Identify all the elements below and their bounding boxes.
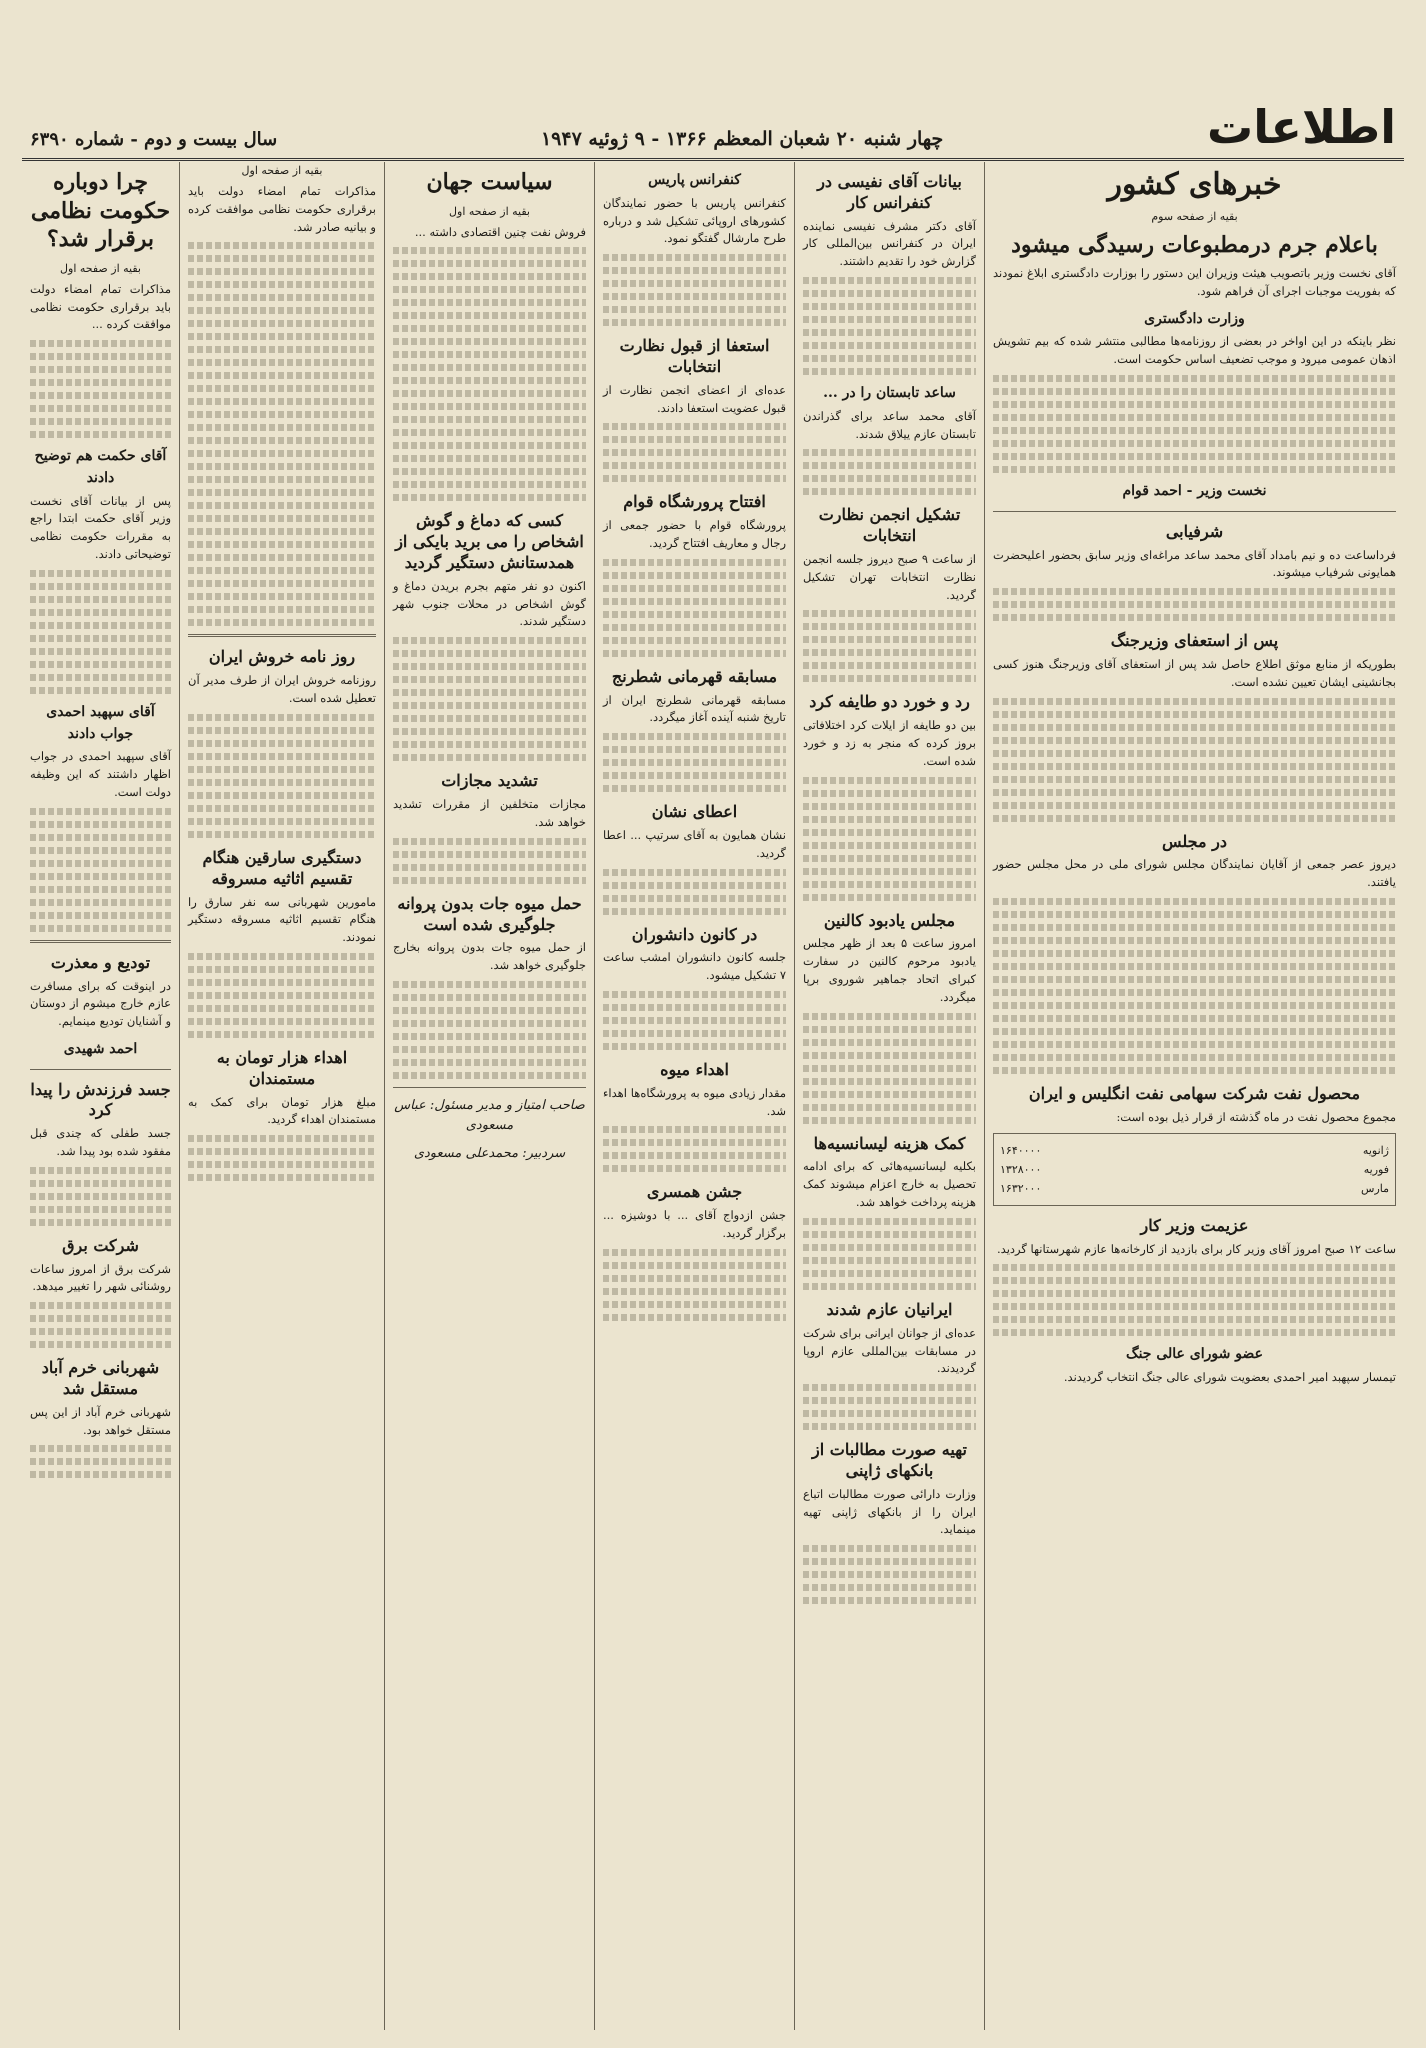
resign-title: پس از استعفای وزیرجنگ bbox=[1110, 631, 1279, 651]
penalty-text: مجازات متخلفین از مقررات تشدید خواهد شد. bbox=[393, 797, 586, 829]
oil-production-table bbox=[993, 1133, 1396, 1206]
orphanage-text: پرورشگاه قوام با حضور جمعی از رجال و معاریف افتتاح گردید. bbox=[603, 518, 786, 550]
majlis-title: در مجلس bbox=[1161, 831, 1227, 851]
wedding-text: جشن ازدواج آقای ... با دوشیزه ... برگزار گردید. bbox=[603, 1208, 786, 1241]
lead-title: باعلام جرم درمطبوعات رسیدگی میشود bbox=[1011, 231, 1378, 258]
sharafyabi-text: فرداساعت ده و نیم بامداد آقای محمد ساعد مراغه‌ای وزیر سابق بحضور اعلیحضرت همایونی شرفیاب میشوند. bbox=[993, 547, 1396, 580]
khorramabad-text: شهربانی خرم آباد از این پس مستقل خواهد بود. bbox=[30, 1404, 171, 1437]
fruit-export-title: حمل میوه جات بدون پروانه جلوگیری شده است bbox=[397, 893, 582, 934]
saed-title: ساعد تابستان را در ... bbox=[823, 385, 956, 402]
medal-text: نشان همایون به آقای سرتیپ ... اعطا گردید. bbox=[603, 827, 786, 860]
world-politics-text: فروش نفت چنین اقتصادی داشته ... bbox=[414, 224, 586, 239]
continuation-note: بقیه از صفحه اول bbox=[60, 261, 141, 275]
kurd-title: رد و خورد دو طایفه کرد bbox=[809, 692, 970, 712]
majlis-text: دیروز عصر جمعی از آقایان نمایندگان مجلس شورای ملی در محل مجلس حضور یافتند. bbox=[993, 857, 1396, 890]
elections-title: تشکیل انجمن نظارت انتخابات bbox=[818, 505, 961, 546]
fruit-donation-text: مقدار زیادی میوه به پرورشگاه‌ها اهداء شد. bbox=[603, 1085, 786, 1118]
wedding-title: جشن همسری bbox=[646, 1182, 743, 1202]
resignation-text: عده‌ای از اعضای انجمن نظارت از قبول عضویت استعفا دادند. bbox=[603, 382, 786, 415]
conf-title: کنفرانس پاریس bbox=[648, 172, 741, 188]
continuation-note: بقیه از صفحه اول bbox=[449, 204, 530, 218]
pm-signature: نخست وزیر - احمد قوام bbox=[1122, 483, 1267, 500]
table-row: ژانویه ۱۶۴۰۰۰۰ bbox=[1000, 1143, 1389, 1157]
travel-text: عده‌ای از جوانان ایرانی برای شرکت در مسابقات بین‌المللی عازم اروپا گردیدند. bbox=[803, 1325, 976, 1376]
khorush-title: روز نامه خروش ایران bbox=[208, 647, 356, 667]
lead-text: آقای نخست وزیر باتصویب هیئت وزیران این دستور را بوزارت دادگستری ابلاغ نمودند که بفوریت موجبات اجرای آن فراهم شود. bbox=[993, 266, 1396, 298]
farewell-title: تودیع و معذرت bbox=[50, 952, 151, 972]
nafisi-intro: آقای دکتر مشرف نفیسی نماینده ایران در کنفرانس بین‌المللی کار گزارش خود را تقدیم داشتند. bbox=[803, 218, 976, 269]
martial-law-intro: مذاکرات تمام امضاء دولت باید برقراری حکومت نظامی موافقت کرده ... bbox=[30, 281, 171, 332]
khorush-text: روزنامه خروش ایران از طرف مدیر آن تعطیل شده است. bbox=[188, 673, 376, 706]
ministry-title: وزارت دادگستری bbox=[1144, 310, 1245, 327]
conf-text: کنفرانس پاریس با حضور نمایندگان کشورهای اروپائی تشکیل شد و درباره طرح مارشال گفتگو نمود. bbox=[603, 195, 786, 246]
graduates-title: کمک هزینه لیسانسیه‌ها bbox=[813, 1133, 966, 1153]
workers-text: ساعت ۱۲ صبح امروز آقای وزیر کار برای بازدید از کارخانه‌ها عازم شهرستانها گردید. bbox=[997, 1241, 1396, 1256]
table-row: فوریه ۱۳۲۸۰۰۰ bbox=[1000, 1162, 1389, 1176]
hekmat-subtitle: آقای حکمت هم توضیح دادند bbox=[34, 448, 167, 486]
scholars-title: در کانون دانشوران bbox=[631, 924, 758, 944]
column-3 bbox=[594, 162, 794, 2030]
resign-text: بطوریکه از منابع موثق اطلاع حاصل شد پس از استعفای آقای وزیرجنگ هنوز کسی بجانشینی ایشان تعیین نشده است. bbox=[993, 656, 1396, 689]
running-header bbox=[22, 70, 1404, 161]
continuation-note: بقیه از صفحه اول bbox=[241, 164, 323, 177]
workers-title: عزیمت وزیر کار bbox=[1140, 1215, 1249, 1235]
column-5 bbox=[179, 162, 384, 2030]
headline-country-news: خبرهای کشور bbox=[1107, 167, 1282, 202]
khorramabad-title: شهربانی خرم آباد مستقل شد bbox=[41, 1358, 160, 1399]
graduates-text: بکلیه لیسانسیه‌هائی که برای ادامه تحصیل به خارج اعزام میشوند کمک هزینه پرداخت خواهد شد. bbox=[803, 1159, 976, 1210]
nafisi-title: بیانات آقای نفیسی در کنفرانس کار bbox=[817, 172, 962, 212]
column-4 bbox=[384, 162, 594, 2030]
masthead-logo: اطلاعات bbox=[1207, 100, 1396, 154]
crime-text: اکنون دو نفر متهم بجرم بریدن دماغ و گوش اشخاص در محلات جنوب شهر دستگیر شدند. bbox=[393, 578, 586, 629]
editor-signature: سردبیر: محمدعلی مسعودی bbox=[413, 1146, 566, 1162]
scholars-text: جلسه کانون دانشوران امشب ساعت ۷ تشکیل میشود. bbox=[603, 950, 786, 983]
chess-text: مسابقه قهرمانی شطرنج ایران از تاریخ شنبه آینده آغاز میگردد. bbox=[603, 692, 786, 725]
child-text: جسد طفلی که چندی قبل مفقود شده بود پیدا شد. bbox=[30, 1126, 171, 1159]
thieves-text: مامورین شهربانی سه نفر سارق را هنگام تقسیم اثاثیه مسروقه دستگیر نمودند. bbox=[188, 894, 376, 945]
fruit-donation-title: اهداء میوه bbox=[660, 1060, 729, 1080]
company-text: مجموع محصول نفت در ماه گذشته از قرار ذیل بوده است: bbox=[1116, 1109, 1396, 1124]
company-title: محصول نفت شرکت سهامی نفت انگلیس و ایران bbox=[1028, 1084, 1361, 1104]
sharafyabi-title: شرفیابی bbox=[1165, 521, 1224, 541]
kalinin-title: مجلس یادبود کالنین bbox=[823, 910, 956, 930]
elections-text: از ساعت ۹ صبح دیروز جلسه انجمن نظارت انتخابات تهران تشکیل گردید. bbox=[803, 551, 976, 602]
penalty-title: تشدید مجازات bbox=[441, 771, 538, 791]
medal-title: اعطای نشان bbox=[651, 802, 738, 822]
column-2 bbox=[794, 162, 984, 2030]
kalinin-text: امروز ساعت ۵ بعد از ظهر مجلس یادبود مرحوم کالنین در سفارت کبرای اتحاد جماهیر شوروی برپا میگردد. bbox=[803, 936, 976, 1004]
publisher-signature: صاحب امتیاز و مدیر مسئول: عباس مسعودی bbox=[394, 1097, 585, 1134]
chess-title: مسابقه قهرمانی شطرنج bbox=[611, 666, 778, 686]
columns bbox=[22, 162, 1404, 2030]
ahmadi-subtitle: آقای سپهبد احمدی جواب دادند bbox=[46, 703, 155, 742]
orphanage-title: افتتاح پرورشگاه قوام bbox=[623, 492, 766, 512]
martial-law-headline: چرا دوباره حکومت نظامی برقرار شد؟ bbox=[30, 169, 171, 253]
newspaper-page bbox=[22, 70, 1404, 2030]
table-row: مارس ۱۶۳۲۰۰۰ bbox=[1000, 1181, 1389, 1195]
electric-company-text: شرکت برق از امروز ساعات روشنائی شهر را تغییر میدهد. bbox=[30, 1261, 171, 1294]
senate-text: تیمسار سپهبد امیر احمدی بعضویت شورای عالی جنگ انتخاب گردیدند. bbox=[1063, 1370, 1396, 1385]
child-title: جسد فرزندش را پیدا کرد bbox=[30, 1079, 171, 1120]
resignation-title: استعفا از قبول نظارت انتخابات bbox=[619, 336, 770, 376]
hekmat-text: پس از بیانات آقای نخست وزیر آقای حکمت ابتدا راجع به مقررات حکومت نظامی توضیحاتی دادند. bbox=[30, 493, 171, 562]
column-1 bbox=[984, 162, 1404, 2030]
issue-number: سال بیست و دوم - شماره ۶۳۹۰ bbox=[30, 129, 278, 150]
fruit-export-text: از حمل میوه جات بدون پروانه بخارج جلوگیری خواهد شد. bbox=[393, 940, 586, 973]
japan-banks-title: تهیه صورت مطالبات از بانکهای ژاپنی bbox=[812, 1440, 967, 1480]
kurd-text: بین دو طایفه از ایلات کرد اختلافاتی بروز کرده که منجر به زد و خورد شده است. bbox=[803, 718, 976, 768]
crime-title: کسی که دماغ و گوش اشخاص را می برید بایکی از همدستانش دستگیر گردید bbox=[395, 511, 584, 573]
date-line: چهار شنبه ۲۰ شعبان المعظم ۱۳۶۶ - ۹ ژوئیه ۱۹۴۷ bbox=[540, 128, 944, 150]
saed-text: آقای محمد ساعد برای گذراندن تابستان عازم ییلاق شدند. bbox=[803, 408, 976, 441]
farewell-text: در اینوقت که برای مسافرت عازم خارج میشوم از دوستان و آشنایان تودیع مینمایم. bbox=[30, 978, 171, 1029]
thieves-title: دستگیری سارقین هنگام تقسیم اثاثیه مسروقه bbox=[202, 847, 362, 888]
japan-banks-text: وزارت دارائی صورت مطالبات اتباع ایران را از بانکهای ژاپنی تهیه مینماید. bbox=[803, 1486, 976, 1537]
ahmadi-text: آقای سپهبد احمدی در جواب اظهار داشتند که این وظیفه دولت است. bbox=[30, 749, 171, 799]
travel-title: ایرانیان عازم شدند bbox=[826, 1299, 953, 1319]
column-6 bbox=[22, 162, 179, 2030]
ministry-text: نظر باینکه در این اواخر در بعضی از روزنامه‌ها مطالبی منتشر شده که بیم تشویش اذهان عمومی میرود و موجب تضعیف اساس حکومت است. bbox=[993, 334, 1396, 367]
donation-title: اهداء هزار تومان به مستمندان bbox=[216, 1047, 348, 1088]
electric-company-title: شرکت برق bbox=[62, 1235, 139, 1255]
donation-text: مبلغ هزار تومان برای کمک به مستمندان اهداء گردید. bbox=[188, 1094, 376, 1127]
senate-title: عضو شورای عالی جنگ bbox=[1126, 1346, 1263, 1363]
farewell-signature: احمد شهیدی bbox=[63, 1040, 138, 1057]
continuation-note: بقیه از صفحه سوم bbox=[1151, 209, 1238, 223]
martial-law-text: مذاکرات تمام امضاء دولت باید برقراری حکومت نظامی موافقت کرده و بیانیه صادر شد. bbox=[188, 184, 376, 234]
world-politics-title: سیاست جهان bbox=[426, 169, 553, 195]
